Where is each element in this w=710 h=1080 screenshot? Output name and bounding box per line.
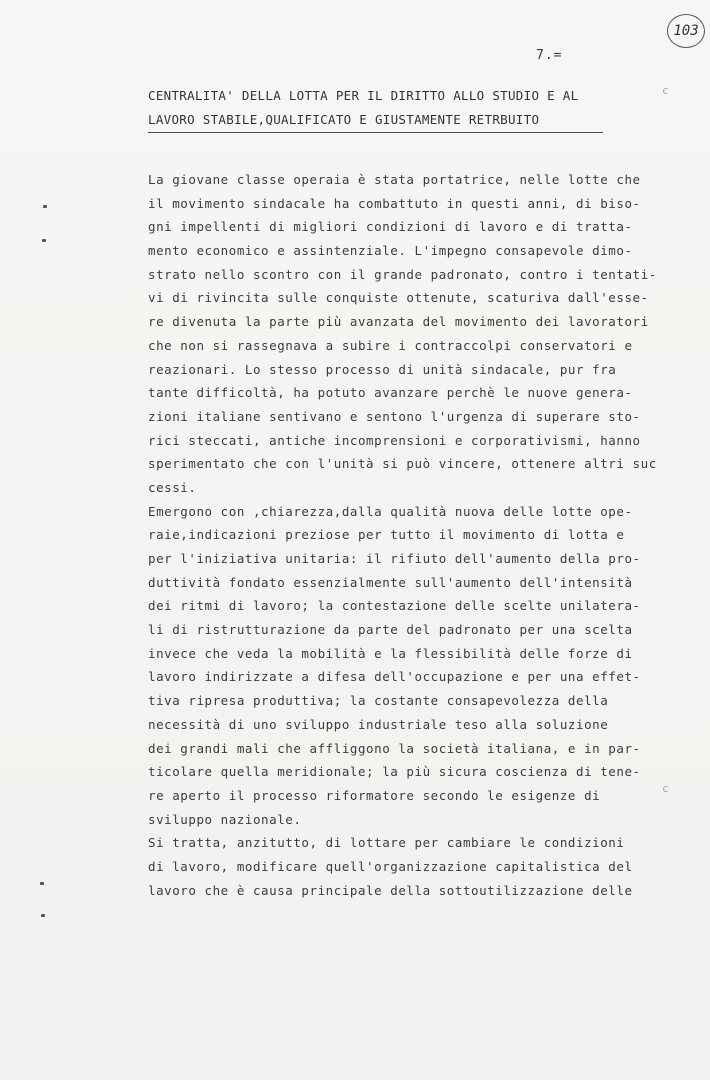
text-line: dei grandi mali che affliggono la società italiana, e in par- [148,740,641,756]
text-line: duttività fondato essenzialmente sull'aumento dell'intensità [148,574,633,590]
margin-mark: c [662,84,669,97]
text-line: sperimentato che con l'unità si può vincere, ottenere altri suc [148,456,657,472]
text-line: tiva ripresa produttiva; la costante consapevolezza della [148,693,609,709]
title-underline [148,132,603,133]
title-line: LAVORO STABILE,QUALIFICATO E GIUSTAMENTE RETRBUITO [148,111,540,127]
text-line: il movimento sindacale ha combattuto in questi anni, di biso- [148,195,641,211]
text-line: per l'iniziativa unitaria: il rifiuto dell'aumento della pro- [148,551,641,566]
text-line: strato nello scontro con il grande padronato, contro i tentati- [148,266,657,282]
text-line: ticolare quella meridionale; la più sicura coscienza di tene- [148,764,641,780]
margin-dot [40,882,44,885]
text-line: mento economico e assintenziale. L'impegno consapevole dimo- [148,243,633,259]
text-line: cessi. [148,479,197,495]
text-line: raie,indicazioni preziose per tutto il movimento di lotta e [148,527,625,543]
text-line: re divenuta la parte più avanzata del movimento dei lavoratori [148,314,649,330]
text-line: necessità di uno sviluppo industriale teso alla soluzione [148,716,609,732]
text-line: gni impellenti di migliori condizioni di lavoro e di tratta- [148,219,633,235]
text-line: rici steccati, antiche incomprensioni e corporativismi, hanno [148,432,641,448]
text-line: li di ristrutturazione da parte del padronato per una scelta [148,622,633,638]
margin-dot [43,205,47,208]
text-line: che non si rassegnava a subire i contraccolpi conservatori e [148,337,633,353]
margin-dot [42,239,46,242]
body-text [148,168,668,902]
text-line: zioni italiane sentivano e sentono l'urgenza di superare sto- [148,408,641,424]
text-line: Emergono con ,chiarezza,dalla qualità nuova delle lotte ope- [148,503,633,519]
text-line: Si tratta, anzitutto, di lottare per cambiare le condizioni [148,835,625,851]
text-line: invece che veda la mobilità e la flessibilità delle forze di [148,645,633,661]
text-line: reazionari. Lo stesso processo di unità sindacale, pur fra [148,361,617,377]
text-line: re aperto il processo riformatore secondo le esigenze di [148,787,601,803]
text-line: vi di rivincita sulle conquiste ottenute, scaturiva dall'esse- [148,290,649,306]
text-line: sviluppo nazionale. [148,811,302,827]
title-line: CENTRALITA' DELLA LOTTA PER IL DIRITTO ALLO STUDIO E AL [148,88,579,103]
margin-dot [41,914,45,917]
text-line: lavoro che è causa principale della sottoutilizzazione delle [148,882,633,898]
folio-stamp: 103 [667,14,705,48]
text-line: dei ritmi di lavoro; la contestazione delle scelte unilatera- [148,598,641,614]
page-number: 7.= [536,48,563,63]
text-line: La giovane classe operaia è stata portatrice, nelle lotte che [148,172,641,187]
section-title [148,84,618,131]
margin-mark: c [662,782,669,795]
text-line: lavoro indirizzate a difesa dell'occupazione e per una effet- [148,669,641,685]
text-line: tante difficoltà, ha potuto avanzare perchè le nuove genera- [148,385,633,401]
text-line: di lavoro, modificare quell'organizzazione capitalistica del [148,858,633,874]
